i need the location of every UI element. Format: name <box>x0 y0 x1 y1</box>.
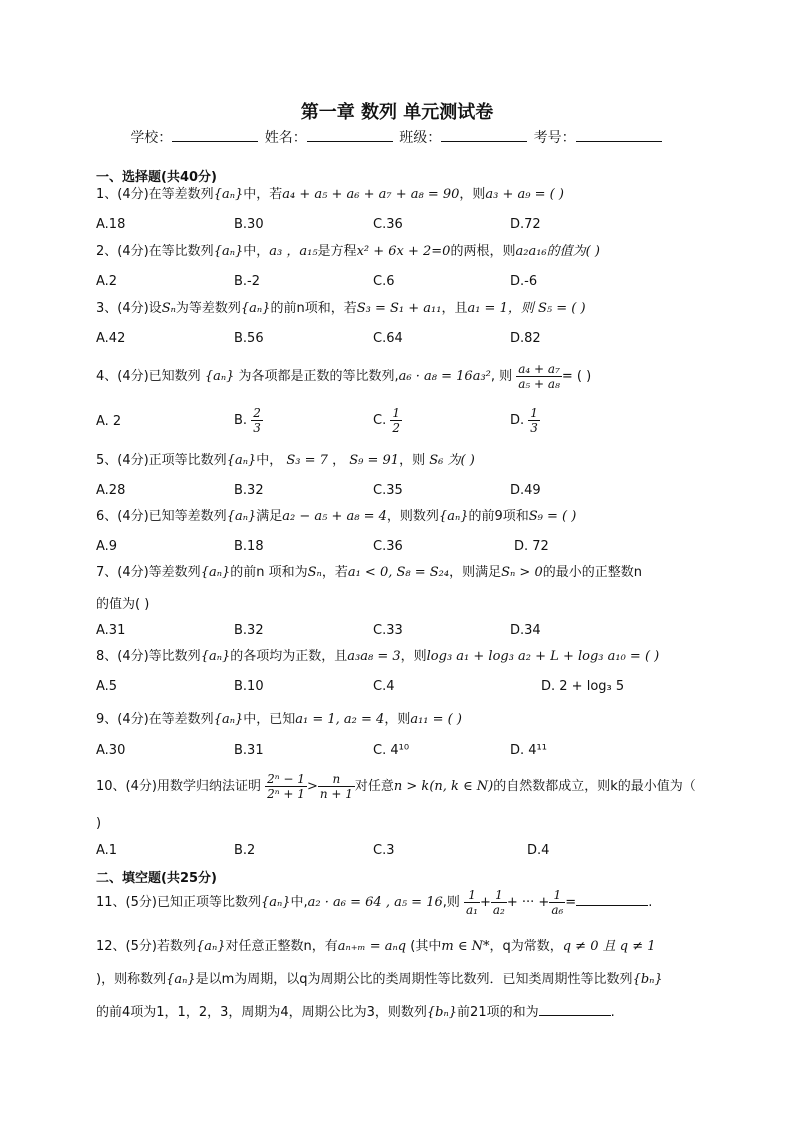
student-info-row <box>0 127 794 147</box>
q1-option-d[interactable]: D.72 <box>510 217 541 232</box>
q9-option-a[interactable]: A.30 <box>96 743 126 758</box>
q5-option-b[interactable]: B.32 <box>234 483 264 498</box>
page-title: 第一章 数列 单元测试卷 <box>300 102 494 123</box>
question-7: 7、(4分)等差数列{aₙ}的前n 项和为Sₙ，若a₁ < 0, S₈ = S₂₄，则满足Sₙ > 0的最小的正整数n <box>96 565 642 580</box>
question-2: 2、(4分)在等比数列{aₙ}中，a₃ ，a₁₅是方程x² + 6x + 2=0的两根，则a₂a₁₆的值为( ) <box>96 244 600 259</box>
q2-option-c[interactable]: C.6 <box>373 274 395 289</box>
q3-option-c[interactable]: C.64 <box>373 331 403 346</box>
q4-option-d[interactable]: D. $\frac{1}{3}$ <box>510 406 538 435</box>
name-label: 姓名： <box>264 130 307 146</box>
q9-option-c[interactable]: C. 4¹⁰ <box>373 743 410 758</box>
q4-option-b[interactable]: B. $\frac{2}{3}$ <box>234 406 261 435</box>
school-label: 学校： <box>130 130 173 146</box>
q10-fraction-right: $\frac{n}{n + 1}$ <box>319 772 353 801</box>
q8-option-a[interactable]: A.5 <box>96 679 118 694</box>
exam-number-blank[interactable] <box>576 129 662 142</box>
q5-option-d[interactable]: D.49 <box>510 483 541 498</box>
exam-number-label: 考号： <box>533 130 576 146</box>
q2-option-a[interactable]: A.2 <box>96 274 118 289</box>
q1-option-b[interactable]: B.30 <box>234 217 264 232</box>
question-8: 8、(4分)等比数列{aₙ}的各项均为正数，且a₃a₈ = 3，则log₃ a₁ + log₃ a₂ + L + log₃ a₁₀ = ( ) <box>96 649 660 664</box>
section-heading-fill: 二、填空题(共25分) <box>96 871 217 886</box>
q4-fraction: $\frac{\text{a₄ + a₇}}{\text{a₅ + a₈}}$ <box>518 362 560 391</box>
q7-option-c[interactable]: C.33 <box>373 623 403 638</box>
question-4: 4、(4分)已知数列 {aₙ} 为各项都是正数的等比数列,a₆ · a₈ = 16a₃², 则 $\frac{\text{a₄ + a₇}}{\text{a₅ + a₈}}$ = ( ) <box>96 362 592 391</box>
q6-option-c[interactable]: C.36 <box>373 539 403 554</box>
question-12-line-2: )，则称数列{aₙ}是以m为周期，以q为周期公比的类周期性等比数列．已知类周期性等比数列{bₙ} <box>96 972 663 987</box>
q6-option-a[interactable]: A.9 <box>96 539 118 554</box>
question-12-line-3: 的前4项为1，1，2，3，周期为4，周期公比为3，则数列{bₙ}前21项的和为 . <box>96 1005 615 1020</box>
q10-option-a[interactable]: A.1 <box>96 843 118 858</box>
q5-option-a[interactable]: A.28 <box>96 483 126 498</box>
q2-option-d[interactable]: D.-6 <box>510 274 538 289</box>
school-blank[interactable] <box>172 129 258 142</box>
q12-answer-blank[interactable] <box>539 1003 611 1016</box>
q8-option-d[interactable]: D. 2 + log₃ 5 <box>541 679 625 694</box>
class-label: 班级： <box>399 130 442 146</box>
q10-fraction-left: $\frac{\text{2ⁿ − 1}}{\text{2ⁿ + 1}}$ <box>267 772 305 801</box>
q10-option-b[interactable]: B.2 <box>234 843 256 858</box>
section-heading-choice: 一、选择题(共40分) <box>96 170 217 185</box>
q3-option-a[interactable]: A.42 <box>96 331 126 346</box>
q9-option-b[interactable]: B.31 <box>234 743 264 758</box>
q11-answer-blank[interactable] <box>576 893 648 906</box>
q2-option-b[interactable]: B.-2 <box>234 274 261 289</box>
q1-option-c[interactable]: C.36 <box>373 217 403 232</box>
q5-option-c[interactable]: C.35 <box>373 483 403 498</box>
q4-option-a[interactable]: A. 2 <box>96 414 122 429</box>
name-blank[interactable] <box>307 129 393 142</box>
question-11: 11、(5分)已知正项等比数列{aₙ}中,a₂ · a₆ = 64 , a₅ = 16,则 $\frac{1}{\text{a₁}}$ + $\frac{1}{\text{a₂}}$ + ··· + $\frac{1}{\text{a₆}}$ = . <box>96 888 653 917</box>
question-3: 3、(4分)设Sₙ为等差数列{aₙ}的前n项和，若S₃ = S₁ + a₁₁，且a₁ = 1，则 S₅ = ( ) <box>96 301 586 316</box>
q6-option-b[interactable]: B.18 <box>234 539 264 554</box>
q1-option-a[interactable]: A.18 <box>96 217 126 232</box>
q7-option-a[interactable]: A.31 <box>96 623 126 638</box>
q10-option-c[interactable]: C.3 <box>373 843 395 858</box>
question-10: 10、(4分)用数学归纳法证明 $\frac{\text{2ⁿ − 1}}{\text{2ⁿ + 1}}$ > $\frac{n}{n + 1}$ 对任意n > k(n, k ∈ N)的自然数都成立，则k的最小值为（ <box>96 772 696 801</box>
question-5: 5、(4分)正项等比数列{aₙ}中， S₃ = 7 ， S₉ = 91，则 S₆ 为( ) <box>96 453 475 468</box>
class-blank[interactable] <box>441 129 527 142</box>
question-10-line-2: ) <box>96 816 102 831</box>
q9-option-d[interactable]: D. 4¹¹ <box>510 743 547 758</box>
q7-option-d[interactable]: D.34 <box>510 623 541 638</box>
question-9: 9、(4分)在等差数列{aₙ}中，已知a₁ = 1, a₂ = 4，则a₁₁ = ( ) <box>96 712 462 727</box>
q6-option-d[interactable]: D. 72 <box>514 539 549 554</box>
q10-option-d[interactable]: D.4 <box>527 843 550 858</box>
question-7-line-2: 的值为( ) <box>96 597 150 612</box>
question-1: 1、(4分)在等差数列{aₙ}中，若a₄ + a₅ + a₆ + a₇ + a₈ = 90，则a₃ + a₉ = ( ) <box>96 187 564 202</box>
question-6: 6、(4分)已知等差数列{aₙ}满足a₂ − a₅ + a₈ = 4，则数列{aₙ}的前9项和S₉ = ( ) <box>96 509 577 524</box>
q3-option-d[interactable]: D.82 <box>510 331 541 346</box>
q3-option-b[interactable]: B.56 <box>234 331 264 346</box>
question-12-line-1: 12、(5分)若数列{aₙ}对任意正整数n，有aₙ₊ₘ = aₙq (其中m ∈ N*，q为常数，q ≠ 0 且 q ≠ 1 <box>96 939 656 954</box>
q7-option-b[interactable]: B.32 <box>234 623 264 638</box>
q8-option-c[interactable]: C.4 <box>373 679 395 694</box>
q4-option-c[interactable]: C. $\frac{1}{2}$ <box>373 406 400 435</box>
q8-option-b[interactable]: B.10 <box>234 679 264 694</box>
